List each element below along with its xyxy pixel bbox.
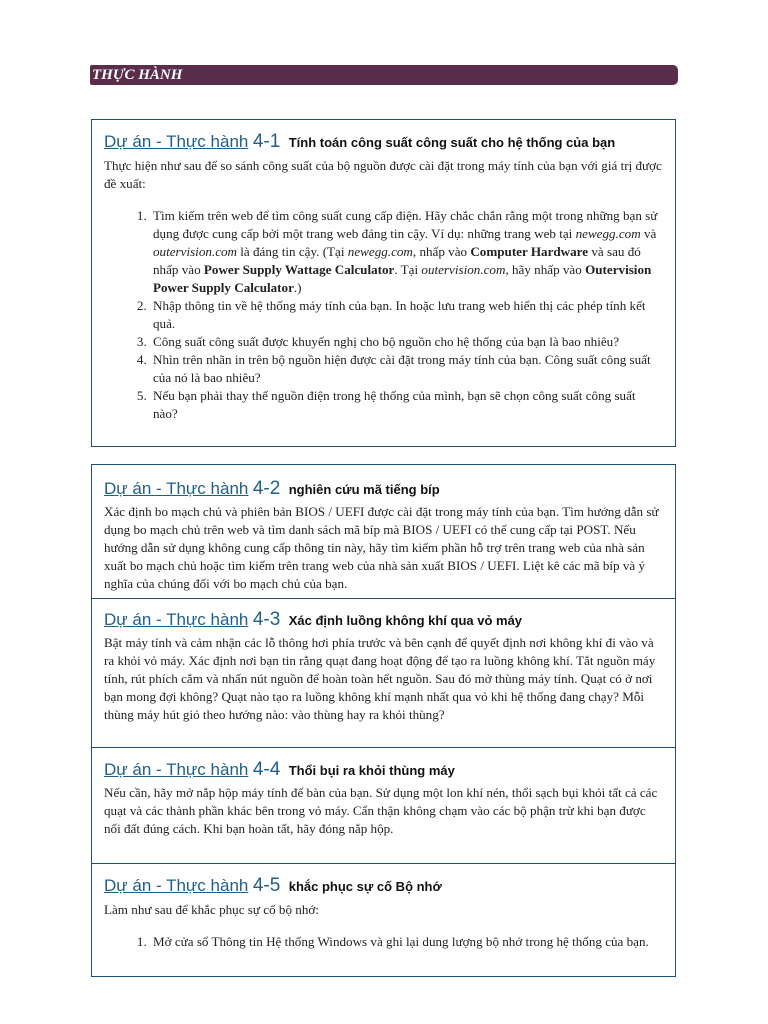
project-title [104,609,663,631]
project-title [104,478,663,500]
list-item: 1. Tìm kiếm trên web để tìm công suất cung cấp điện. Hãy chắc chắn rằng một trong những bạn sử dụng được cung cấp bởi một trang web đáng tin cậy. Ví dụ: những trang web tại newegg.com và outervision.com là đáng tin cậy. (Tại newegg.com, nhấp vào Computer Hardware và sau đó nhấp vào Power Supply Wattage Calculator. Tại outervision.com, hãy nhấp vào Outervision Power Supply Calculator.) [150,207,663,297]
project-title-subtitle: nghiên cứu mã tiếng bíp [288,482,440,497]
project-title-subtitle: Thổi bụi ra khỏi thùng máy [288,763,455,778]
project-title-subtitle: khắc phục sự cố Bộ nhớ [288,879,442,894]
project-body: Xác định bo mạch chủ và phiên bản BIOS / UEFI được cài đặt trong máy tính của bạn. Tìm hướng dẫn sử dụng bo mạch chủ trên web và tìm danh sách mã bíp mà BIOS / UEFI có thể cung cấp tại POST. Nếu hướng dẫn sử dụng không cung cấp thông tin này, hãy tìm kiếm phần hỗ trợ trên trang web của nhà sản xuất bo mạch chủ hoặc tìm kiếm trên trang web của nhà sản xuất BIOS / UEFI. Liệt kê các mã bíp và ý nghĩa của chúng đối với bo mạch chủ của bạn. [104,504,659,591]
project-title-main: Dự án - Thực hành [104,876,249,895]
steps-list [104,933,663,951]
list-item: 3. Công suất công suất được khuyến nghị cho bộ nguồn cho hệ thống của bạn là bao nhiêu? [150,333,663,351]
project-title [104,131,663,153]
project-title-main: Dự án - Thực hành [104,610,249,629]
project-body: Nếu cần, hãy mở nắp hộp máy tính để bàn của bạn. Sử dụng một lon khí nén, thổi sạch bụi khỏi tất cả các quạt và các thành phần khác bên trong vỏ máy. Cẩn thận không chạm vào các bộ phận trừ khi bạn được nối đất đúng cách. Khi bạn hoàn tất, hãy đóng nắp hộp. [104,785,658,836]
project-body: Bật máy tính và cảm nhận các lỗ thông hơi phía trước và bên cạnh để quyết định nơi không khí đi vào và ra khỏi vỏ máy. Xác định nơi bạn tin rằng quạt đang hoạt động để tạo ra luồng không khí. Tắt nguồn máy tính, rút phích cắm và nhấn nút nguồn để hoàn toàn hết nguồn. Sau đó mở thùng máy tính. Quạt có ở nơi bạn mong đợi không? Quạt nào tạo ra luồng không khí mạnh nhất qua vỏ khi hệ thống đang chạy? Mỗi thùng máy hút gió theo hướng nào: vào thùng hay ra khỏi thùng? [104,635,656,722]
project-box-4-5 [91,863,676,977]
project-title-number: 4-4 [252,759,281,780]
project-title-number: 4-5 [252,875,281,896]
project-title-subtitle: Xác định luồng không khí qua vỏ máy [288,613,523,628]
list-item: 4. Nhìn trên nhãn in trên bộ nguồn hiện được cài đặt trong máy tính của bạn. Công suất công suất của nó là bao nhiêu? [150,351,663,387]
project-title [104,875,663,897]
project-box-4-2 [91,464,676,599]
project-title [104,759,663,781]
section-label: THỰC HÀNH [92,67,183,83]
project-box-4-3 [91,598,676,748]
project-title-main: Dự án - Thực hành [104,479,249,498]
list-item: 5. Nếu bạn phải thay thế nguồn điện trong hệ thống của mình, bạn sẽ chọn công suất công suất nào? [150,387,663,423]
project-intro: Làm như sau để khắc phục sự cố bộ nhớ: [104,902,319,917]
list-item: 2. Nhập thông tin về hệ thống máy tính của bạn. In hoặc lưu trang web hiển thị các phép tính kết quả. [150,297,663,333]
project-intro: Thực hiện như sau để so sánh công suất của bộ nguồn được cài đặt trong máy tính của bạn với giá trị được đề xuất: [104,158,662,191]
project-title-number: 4-1 [252,131,281,152]
project-title-main: Dự án - Thực hành [104,132,249,151]
project-title-subtitle: Tính toán công suất công suất cho hệ thống của bạn [288,135,616,150]
steps-list [104,207,663,423]
project-box-4-4 [91,747,676,864]
project-title-number: 4-2 [252,478,281,499]
project-title-number: 4-3 [252,609,281,630]
list-item: 1. Mở cửa sổ Thông tin Hệ thống Windows và ghi lại dung lượng bộ nhớ trong hệ thống của bạn. [150,933,663,951]
project-box-4-1 [91,119,676,447]
project-title-main: Dự án - Thực hành [104,760,249,779]
section-banner [90,65,678,85]
